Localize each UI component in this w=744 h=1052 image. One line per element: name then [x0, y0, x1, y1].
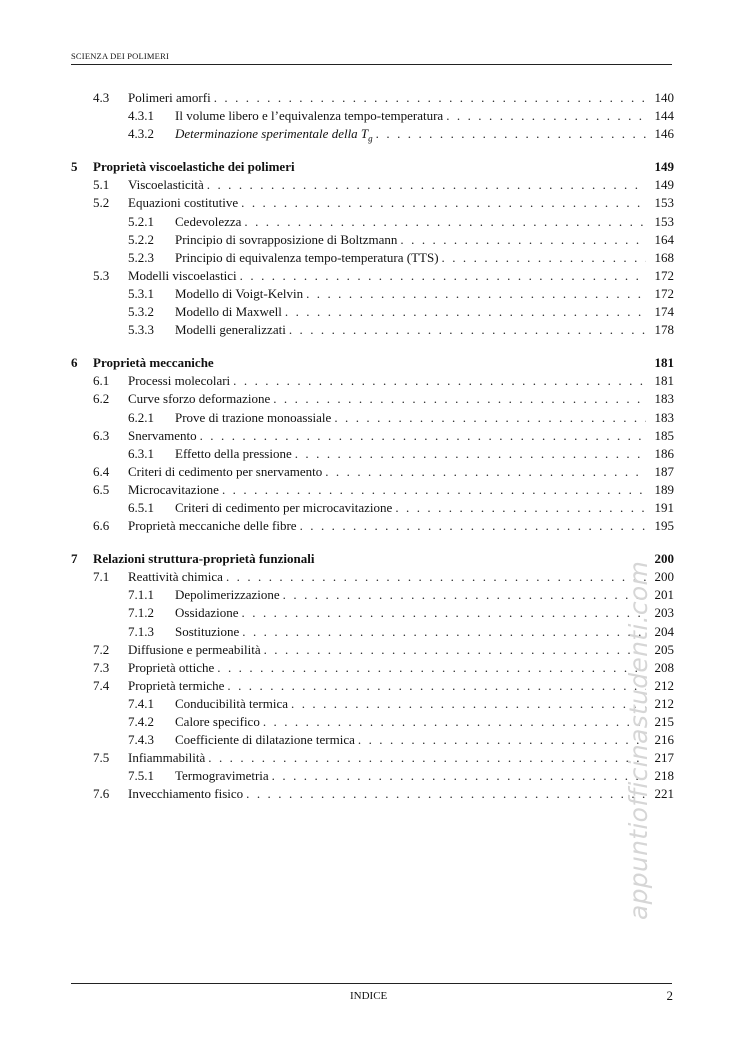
- toc-entry-content: [175, 125, 674, 148]
- toc-entry-number: 7.1.2: [128, 605, 154, 621]
- toc-entry-number: 7.4.1: [128, 695, 154, 711]
- toc-leader-dots: [263, 713, 646, 731]
- toc-entry-number: 7.4.2: [128, 714, 154, 729]
- toc-leader-dots: [214, 89, 646, 107]
- toc-entry-section[interactable]: [71, 463, 674, 481]
- toc-leader-dots: [272, 767, 646, 785]
- toc-entry-section[interactable]: [71, 481, 674, 499]
- toc-entry-subsection[interactable]: [71, 604, 674, 622]
- toc-leader-dots: [264, 641, 646, 659]
- toc-entry-title: [175, 125, 376, 148]
- toc-entry-page: 172: [646, 267, 674, 285]
- toc-leader-dots: [285, 303, 646, 321]
- toc-entry-title: Diffusione e permeabilità: [128, 641, 264, 659]
- toc-entry-number: 7.1.1: [128, 587, 154, 603]
- toc-entry-content: [128, 463, 674, 481]
- toc-entry-page: 181: [646, 354, 674, 372]
- toc-entry-number: 5.2.2: [128, 231, 154, 247]
- toc-entry-section[interactable]: [71, 267, 674, 285]
- toc-entry-title: Infiammabilità: [128, 749, 208, 767]
- toc-entry-number: 6.1: [93, 373, 110, 389]
- toc-leader-dots: [289, 321, 646, 339]
- toc-entry-title: Coefficiente di dilatazione termica: [175, 731, 358, 749]
- toc-entry-page: 187: [646, 463, 674, 481]
- toc-entry-number: 7.1.3: [128, 623, 154, 639]
- toc-entry-content: [175, 604, 674, 622]
- toc-entry-subsection[interactable]: [71, 249, 674, 267]
- toc-entry-page: 153: [646, 213, 674, 231]
- toc-leader-dots: [233, 372, 646, 390]
- toc-entry-content: [128, 194, 674, 212]
- toc-entry-title: Conducibilità termica: [175, 695, 291, 713]
- toc-entry-content: [93, 354, 674, 372]
- toc-entry-content: [128, 749, 674, 767]
- toc-entry-page: 218: [646, 767, 674, 785]
- toc-entry-number: 5.2: [93, 195, 110, 211]
- toc-leader-dots: [395, 499, 646, 517]
- toc-entry-subsection[interactable]: [71, 125, 674, 143]
- toc-entry-content: [128, 659, 674, 677]
- toc-entry-subsection[interactable]: [71, 213, 674, 231]
- toc-entry-page: 174: [646, 303, 674, 321]
- toc-entry-content: [175, 586, 674, 604]
- toc-entry-subsection[interactable]: [71, 285, 674, 303]
- toc-entry-title: Reattività chimica: [128, 568, 226, 586]
- toc-leader-dots: [200, 427, 646, 445]
- toc-leader-dots: [226, 568, 646, 586]
- toc-leader-dots: [300, 517, 646, 535]
- toc-entry-content: [128, 481, 674, 499]
- toc-entry-content: [175, 321, 674, 339]
- toc-entry-subsection[interactable]: [71, 767, 674, 785]
- toc-entry-title: Principio di equivalenza tempo-temperatura (TTS): [175, 249, 442, 267]
- toc-entry-title: Principio di sovrapposizione di Boltzmann: [175, 231, 400, 249]
- toc-entry-content: [128, 390, 674, 408]
- toc-entry-section[interactable]: [71, 390, 674, 408]
- toc-entry-page: 191: [646, 499, 674, 517]
- toc-entry-subsection[interactable]: [71, 409, 674, 427]
- toc-entry-number: 4.3.1: [128, 108, 154, 124]
- toc-entry-section[interactable]: [71, 427, 674, 445]
- toc-entry-subsection[interactable]: [71, 445, 674, 463]
- toc-entry-page: 195: [646, 517, 674, 535]
- toc-entry-page: 200: [646, 568, 674, 586]
- toc-entry-number: 6.4: [93, 463, 110, 479]
- toc-entry-page: 200: [646, 550, 674, 568]
- toc-entry-number: 7.6: [93, 786, 110, 802]
- toc-leader-dots: [334, 409, 646, 427]
- toc-entry-page: 204: [646, 623, 674, 641]
- toc-entry-content: [128, 372, 674, 390]
- toc-entry-section[interactable]: [71, 89, 674, 107]
- toc-entry-subsection[interactable]: [71, 499, 674, 517]
- toc-entry-number: 5.3: [93, 267, 110, 283]
- toc-entry-content: [175, 213, 674, 231]
- footer-label: INDICE: [350, 990, 388, 1002]
- toc-entry-page: 149: [646, 176, 674, 194]
- toc-leader-dots: [222, 481, 646, 499]
- toc-entry-content: [93, 158, 674, 176]
- toc-leader-dots: [376, 125, 646, 143]
- table-of-contents: [71, 89, 674, 803]
- toc-entry-page: 164: [646, 231, 674, 249]
- toc-entry-page: 201: [646, 586, 674, 604]
- toc-entry-content: [128, 267, 674, 285]
- toc-leader-dots: [400, 231, 646, 249]
- toc-entry-page: 183: [646, 409, 674, 427]
- toc-entry-subsection[interactable]: [71, 107, 674, 125]
- toc-gap: [71, 535, 674, 550]
- toc-entry-title: Modello di Voigt-Kelvin: [175, 285, 306, 303]
- toc-entry-number: 7.2: [93, 641, 110, 657]
- toc-entry-number: 6.5.1: [128, 499, 154, 515]
- toc-entry-content: [175, 623, 674, 641]
- toc-entry-title: Termogravimetria: [175, 767, 272, 785]
- toc-entry-number: 5.3.3: [128, 322, 154, 338]
- toc-entry-page: 217: [646, 749, 674, 767]
- footer-rule: [71, 983, 672, 984]
- toc-entry-subsection[interactable]: [71, 231, 674, 249]
- toc-leader-dots: [244, 213, 646, 231]
- toc-entry-title: Modello di Maxwell: [175, 303, 285, 321]
- toc-entry-title: Effetto della pressione: [175, 445, 295, 463]
- toc-entry-number: 7: [71, 551, 78, 567]
- toc-entry-title: Viscoelasticità: [128, 176, 207, 194]
- toc-entry-content: [175, 303, 674, 321]
- toc-entry-page: 208: [646, 659, 674, 677]
- header-rule: [71, 64, 672, 65]
- toc-entry-chapter[interactable]: [71, 158, 674, 176]
- toc-entry-content: [175, 231, 674, 249]
- toc-entry-page: 216: [646, 731, 674, 749]
- toc-entry-title: Ossidazione: [175, 604, 242, 622]
- toc-entry-page: 212: [646, 677, 674, 695]
- toc-leader-dots: [207, 176, 646, 194]
- toc-entry-number: 6.3.1: [128, 445, 154, 461]
- toc-entry-page: 185: [646, 427, 674, 445]
- toc-leader-dots: [291, 695, 646, 713]
- toc-entry-page: 144: [646, 107, 674, 125]
- toc-entry-subsection[interactable]: [71, 713, 674, 731]
- toc-entry-section[interactable]: [71, 568, 674, 586]
- toc-entry-number: 5.3.2: [128, 304, 154, 320]
- toc-entry-page: 153: [646, 194, 674, 212]
- toc-entry-content: [128, 785, 674, 803]
- toc-leader-dots: [442, 249, 646, 267]
- toc-leader-dots: [295, 445, 646, 463]
- toc-leader-dots: [242, 623, 646, 641]
- toc-entry-chapter[interactable]: [71, 354, 674, 372]
- toc-entry-content: [175, 731, 674, 749]
- toc-entry-section[interactable]: [71, 517, 674, 535]
- toc-entry-content: [175, 499, 674, 517]
- toc-entry-number: 6.5: [93, 481, 110, 497]
- toc-entry-number: 6.2: [93, 391, 110, 407]
- toc-entry-number: 7.1: [93, 569, 110, 585]
- toc-entry-number: 7.5: [93, 750, 110, 766]
- toc-leader-dots: [306, 285, 646, 303]
- toc-entry-title-text: Determinazione sperimentale della T: [175, 126, 369, 142]
- toc-entry-number: 6.2.1: [128, 409, 154, 425]
- toc-entry-subsection[interactable]: [71, 623, 674, 641]
- toc-entry-chapter[interactable]: [71, 550, 674, 568]
- toc-entry-subsection[interactable]: [71, 731, 674, 749]
- toc-entry-page: 203: [646, 604, 674, 622]
- toc-entry-number: 7.4.3: [128, 732, 154, 748]
- toc-leader-dots: [208, 749, 646, 767]
- toc-entry-section[interactable]: [71, 749, 674, 767]
- toc-entry-page: 178: [646, 321, 674, 339]
- toc-entry-page: 149: [646, 158, 674, 176]
- toc-entry-title: Processi molecolari: [128, 372, 233, 390]
- toc-entry-title: Snervamento: [128, 427, 200, 445]
- page-number: 2: [666, 988, 673, 1003]
- toc-entry-title: Proprietà meccaniche delle fibre: [128, 517, 300, 535]
- toc-entry-content: [128, 89, 674, 107]
- toc-entry-content: [175, 409, 674, 427]
- toc-entry-title: Calore specifico: [175, 713, 263, 731]
- toc-entry-content: [175, 695, 674, 713]
- toc-entry-section[interactable]: [71, 785, 674, 803]
- toc-entry-page: 146: [646, 125, 674, 143]
- toc-entry-page: 172: [646, 285, 674, 303]
- toc-leader-dots: [325, 463, 646, 481]
- toc-entry-number: 5.3.1: [128, 285, 154, 301]
- toc-entry-section[interactable]: [71, 677, 674, 695]
- toc-entry-page: 215: [646, 713, 674, 731]
- toc-leader-dots: [240, 267, 646, 285]
- toc-entry-title: Sostituzione: [175, 623, 242, 641]
- toc-entry-number: 5.2.1: [128, 213, 154, 229]
- toc-entry-number: 5.1: [93, 177, 110, 193]
- toc-entry-page: 205: [646, 641, 674, 659]
- toc-entry-title: Polimeri amorfi: [128, 89, 214, 107]
- toc-entry-number: 6: [71, 355, 78, 371]
- toc-entry-content: [128, 677, 674, 695]
- toc-entry-title: Modelli viscoelastici: [128, 267, 240, 285]
- toc-entry-section[interactable]: [71, 372, 674, 390]
- toc-entry-content: [93, 550, 674, 568]
- toc-entry-number: 7.4: [93, 677, 110, 693]
- toc-entry-number: 7.3: [93, 659, 110, 675]
- toc-entry-title: Il volume libero e l’equivalenza tempo-temperatura: [175, 107, 446, 125]
- toc-entry-content: [128, 568, 674, 586]
- toc-entry-number: 4.3: [93, 90, 110, 105]
- toc-entry-number: 6.6: [93, 518, 110, 534]
- toc-leader-dots: [242, 604, 646, 622]
- toc-entry-content: [128, 427, 674, 445]
- toc-leader-dots: [227, 677, 646, 695]
- toc-entry-title: Equazioni costitutive: [128, 194, 241, 212]
- toc-leader-dots: [246, 785, 646, 803]
- toc-entry-title: Prove di trazione monoassiale: [175, 409, 334, 427]
- toc-leader-dots: [446, 107, 646, 125]
- toc-entry-page: 181: [646, 372, 674, 390]
- toc-entry-content: [128, 641, 674, 659]
- toc-leader-dots: [283, 586, 646, 604]
- toc-entry-title: Cedevolezza: [175, 213, 244, 231]
- toc-entry-content: [128, 176, 674, 194]
- toc-entry-page: 189: [646, 481, 674, 499]
- toc-entry-subsection[interactable]: [71, 303, 674, 321]
- toc-leader-dots: [217, 659, 646, 677]
- running-head: SCIENZA DEI POLIMERI: [71, 51, 169, 61]
- toc-entry-number: 5.2.3: [128, 249, 154, 265]
- toc-entry-page: 212: [646, 695, 674, 713]
- watermark: appuntiofficinastudenti.com: [624, 560, 653, 920]
- toc-entry-section[interactable]: [71, 176, 674, 194]
- toc-entry-number: 5: [71, 159, 78, 175]
- toc-entry-content: [175, 445, 674, 463]
- toc-entry-subsection[interactable]: [71, 695, 674, 713]
- toc-entry-title: Proprietà ottiche: [128, 659, 217, 677]
- toc-entry-content: [175, 767, 674, 785]
- toc-entry-subsection[interactable]: [71, 321, 674, 339]
- toc-entry-title: Relazioni struttura-proprietà funzionali: [93, 550, 317, 568]
- toc-gap: [71, 339, 674, 354]
- toc-entry-title: Modelli generalizzati: [175, 321, 289, 339]
- toc-entry-title: Criteri di cedimento per microcavitazione: [175, 499, 395, 517]
- toc-entry-subsection[interactable]: [71, 586, 674, 604]
- toc-leader-dots: [241, 194, 646, 212]
- toc-entry-section[interactable]: [71, 194, 674, 212]
- toc-entry-number: 7.5.1: [128, 768, 154, 784]
- toc-entry-page: 183: [646, 390, 674, 408]
- toc-entry-subscript: g: [368, 133, 373, 144]
- toc-entry-content: [175, 249, 674, 267]
- toc-leader-dots: [358, 731, 646, 749]
- toc-entry-content: [175, 713, 674, 731]
- toc-entry-title: Criteri di cedimento per snervamento: [128, 463, 325, 481]
- toc-entry-page: 168: [646, 249, 674, 267]
- toc-entry-title: Curve sforzo deformazione: [128, 390, 273, 408]
- toc-entry-section[interactable]: [71, 659, 674, 677]
- toc-entry-page: 221: [646, 785, 674, 803]
- toc-entry-title: Proprietà viscoelastiche dei polimeri: [93, 158, 298, 176]
- toc-entry-content: [175, 107, 674, 125]
- toc-entry-title: Invecchiamento fisico: [128, 785, 246, 803]
- toc-entry-title: Depolimerizzazione: [175, 586, 283, 604]
- toc-entry-number: 4.3.2: [128, 126, 154, 142]
- toc-entry-section[interactable]: [71, 641, 674, 659]
- toc-entry-title: Proprietà termiche: [128, 677, 227, 695]
- toc-entry-page: 186: [646, 445, 674, 463]
- toc-entry-page: 140: [646, 89, 674, 107]
- toc-entry-title: Proprietà meccaniche: [93, 354, 217, 372]
- toc-entry-content: [128, 517, 674, 535]
- toc-entry-number: 6.3: [93, 427, 110, 443]
- toc-entry-title: Microcavitazione: [128, 481, 222, 499]
- toc-leader-dots: [273, 390, 646, 408]
- toc-entry-content: [175, 285, 674, 303]
